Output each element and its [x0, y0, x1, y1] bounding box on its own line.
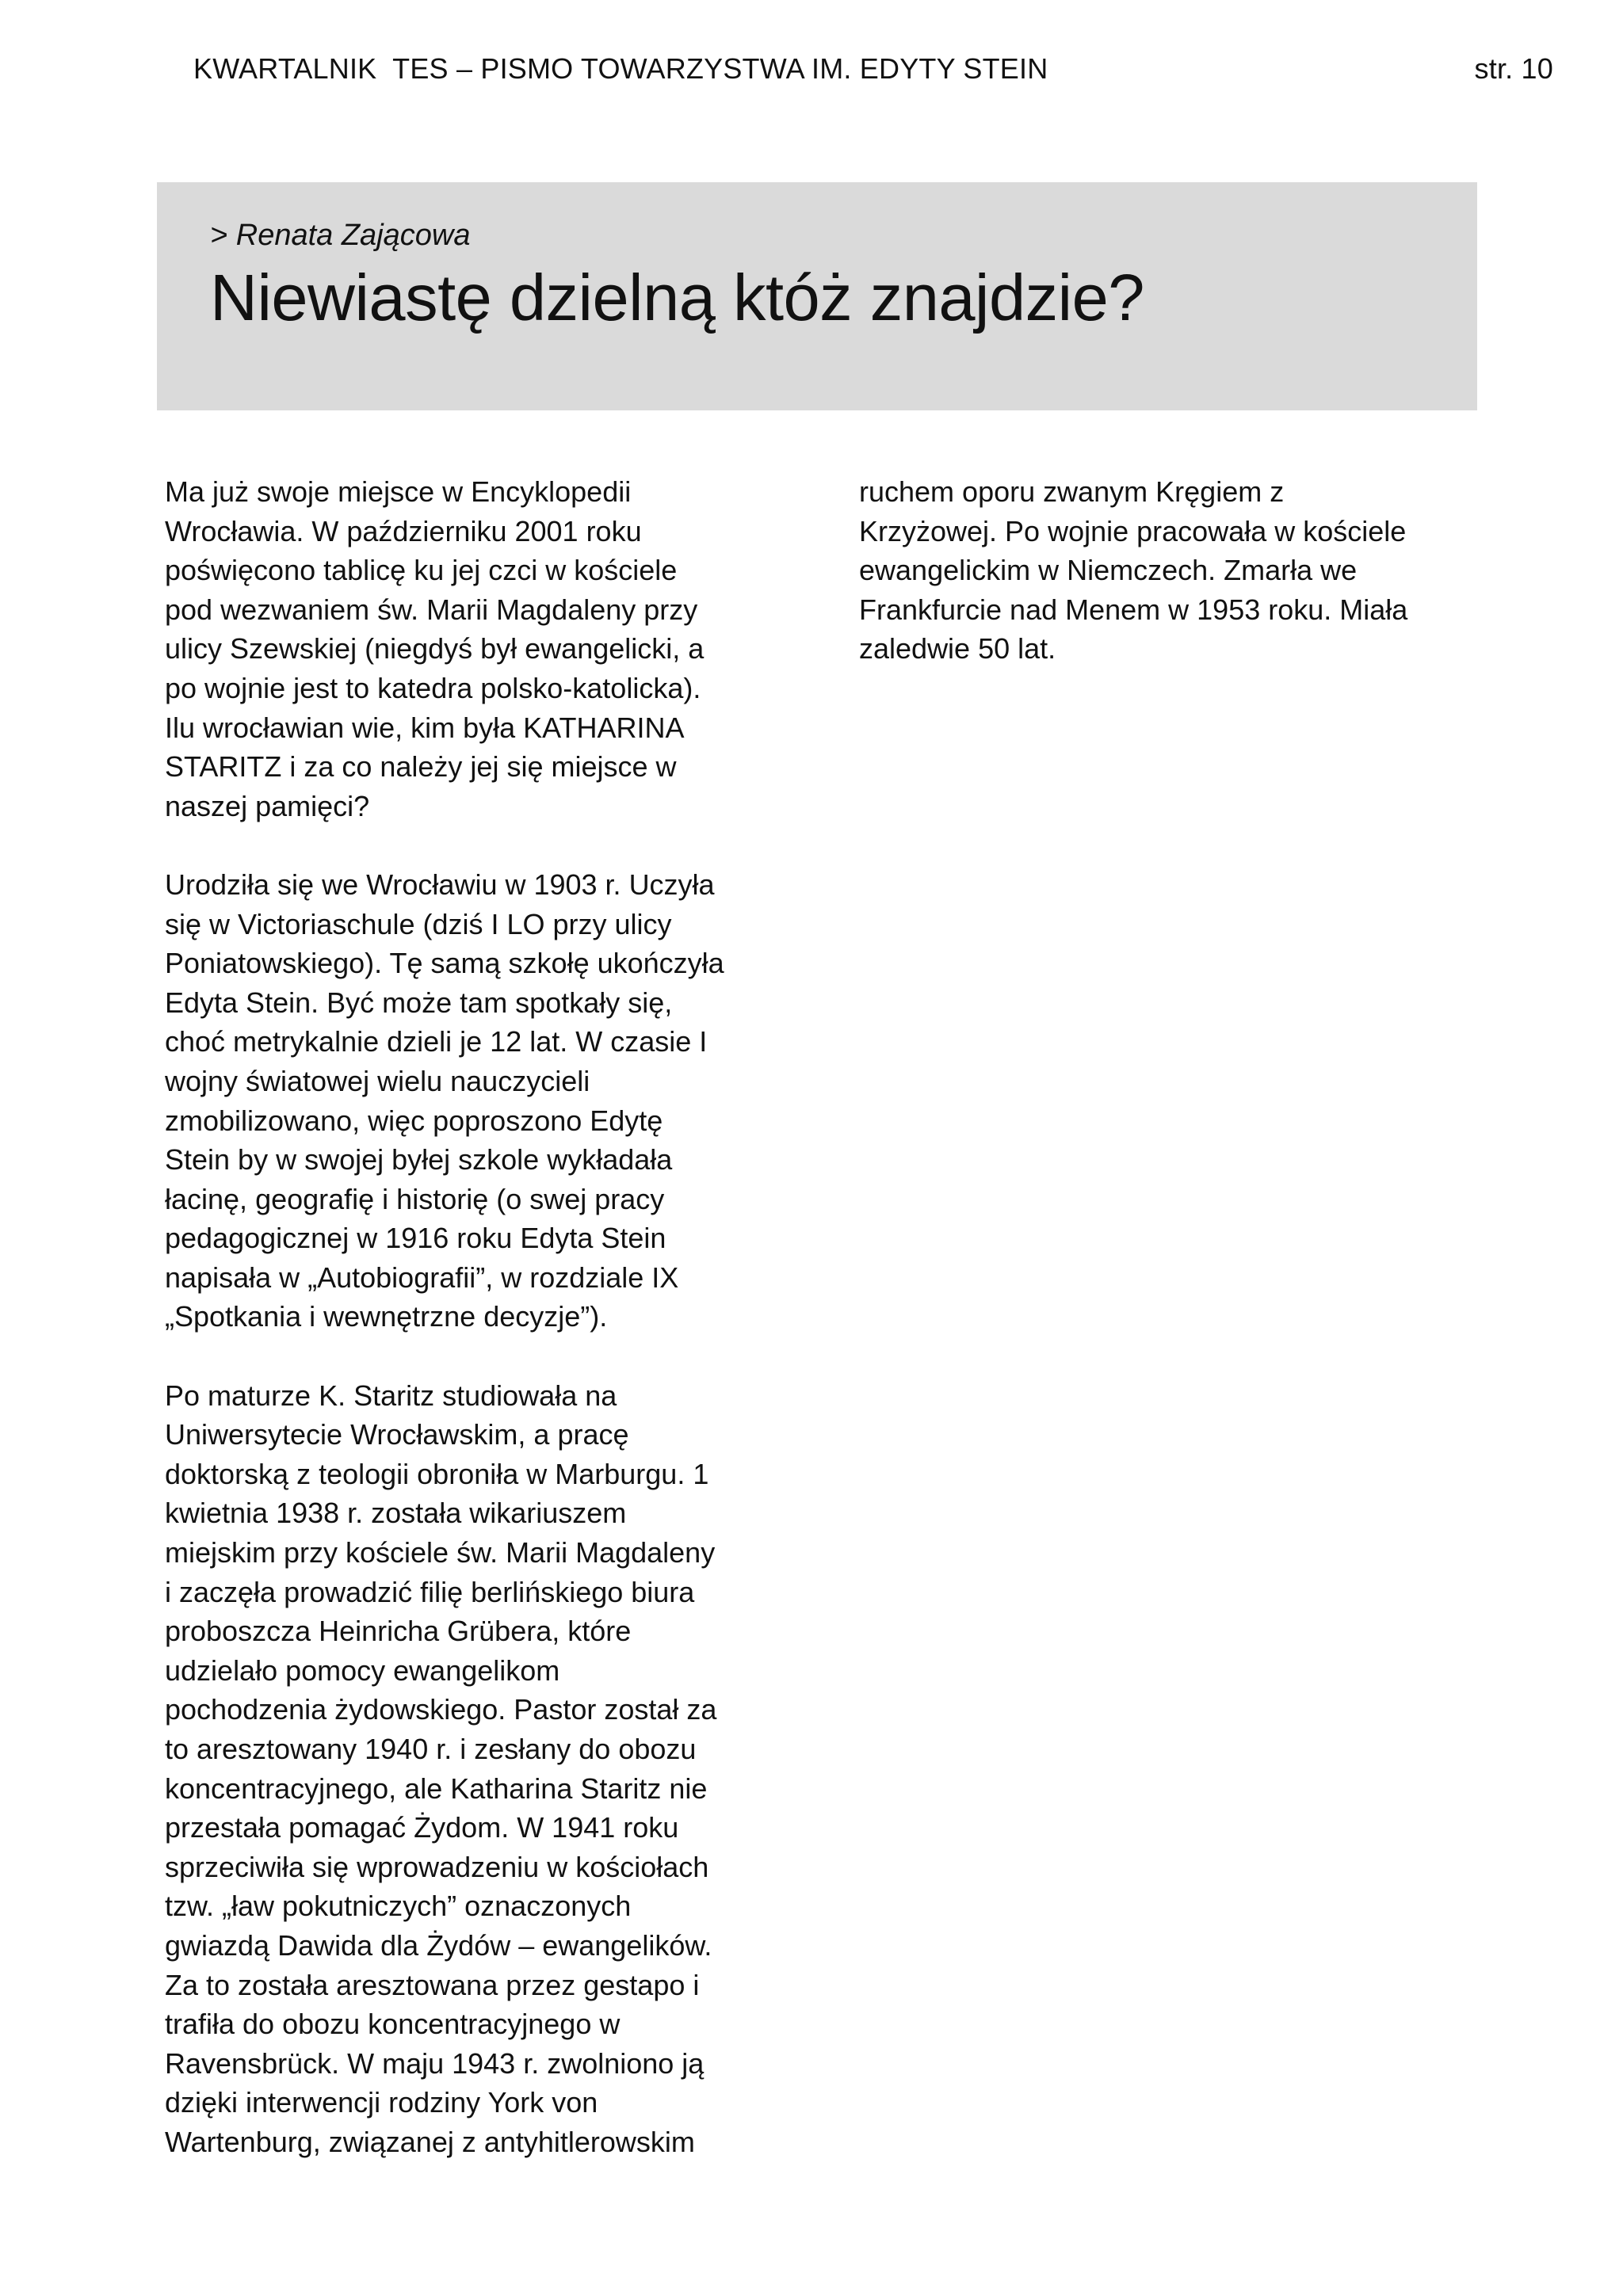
page-number: str. 10 [1474, 52, 1553, 85]
text-line: Wartenburg, związanej z antyhitlerowskim [165, 2125, 695, 2158]
text-line: ruchem oporu zwanym Kręgiem z [859, 475, 1285, 508]
right-text-column [859, 472, 1477, 708]
text-line: Wrocławia. W październiku 2001 roku [165, 514, 642, 547]
text-line: Frankfurcie nad Menem w 1953 roku. Miała [859, 593, 1408, 626]
text-line: tzw. „ław pokutniczych” oznaczonych [165, 1890, 632, 1923]
text-line: STARITZ i za co należy jej się miejsce w [165, 750, 677, 784]
text-line: Edyta Stein. Być może tam spotkały się, [165, 986, 673, 1019]
text-line: i zaczęła prowadzić filię berlińskiego biura [165, 1575, 695, 1608]
text-line: Za to została aresztowana przez gestapo i [165, 1968, 700, 2001]
text-line: po wojnie jest to katedra polsko-katolicka). [165, 671, 701, 704]
running-header [193, 49, 1553, 89]
text-line: napisała w „Autobiografii”, w rozdziale IX [165, 1261, 679, 1294]
text-line: sprzeciwiła się wprowadzeniu w kościołach [165, 1850, 709, 1883]
article-title-box [157, 182, 1477, 410]
text-line: Po maturze K. Staritz studiowała na [165, 1379, 617, 1412]
paragraph [165, 472, 767, 826]
text-line: dzięki interwencji rodziny York von [165, 2086, 598, 2119]
text-line: ulicy Szewskiej (niegdyś był ewangelicki, a [165, 632, 705, 666]
text-line: choć metrykalnie dzieli je 12 lat. W czasie I [165, 1025, 708, 1058]
text-line: Uniwersytecie Wrocławskim, a pracę [165, 1418, 629, 1451]
text-line: łacinę, geografię i historię (o swej pracy [165, 1182, 665, 1215]
paragraph [165, 1376, 767, 2162]
text-line: wojny światowej wielu nauczycieli [165, 1064, 590, 1097]
text-line: trafiła do obozu koncentracyjnego w [165, 2008, 621, 2041]
text-line: zaledwie 50 lat. [859, 632, 1056, 666]
left-text-column [165, 472, 767, 2201]
text-line: koncentracyjnego, ale Katharina Staritz nie [165, 1772, 708, 1805]
text-line: gwiazdą Dawida dla Żydów – ewangelików. [165, 1928, 712, 1962]
text-line: proboszcza Heinricha Grübera, które [165, 1615, 632, 1648]
text-line: się w Victoriaschule (dziś I LO przy ulicy [165, 907, 672, 940]
text-line: „Spotkania i wewnętrzne decyzje”). [165, 1300, 608, 1333]
text-line: pochodzenia żydowskiego. Pastor został za [165, 1693, 717, 1726]
text-line: Stein by w swojej byłej szkole wykładała [165, 1143, 673, 1177]
text-line: doktorską z teologii obroniła w Marburgu. 1 [165, 1457, 709, 1490]
text-line: Ma już swoje miejsce w Encyklopedii [165, 475, 632, 508]
text-line: poświęcono tablicę ku jej czci w kościele [165, 554, 678, 587]
article-title: Niewiastę dzielną któż znajdzie? [210, 261, 1144, 334]
text-line: kwietnia 1938 r. została wikariuszem [165, 1497, 627, 1530]
text-line: Krzyżowej. Po wojnie pracowała w kościele [859, 514, 1407, 547]
text-line: miejskim przy kościele św. Marii Magdaleny [165, 1536, 716, 1569]
text-line: to aresztowany 1940 r. i zesłany do obozu [165, 1733, 697, 1765]
text-line: Ravensbrück. W maju 1943 r. zwolniono ją [165, 2046, 705, 2080]
text-line: przestała pomagać Żydom. W 1941 roku [165, 1811, 679, 1844]
text-line: pedagogicznej w 1916 roku Edyta Stein [165, 1222, 666, 1255]
journal-title: KWARTALNIK TES – PISMO TOWARZYSTWA IM. EDYTY STEIN [193, 52, 1048, 85]
text-line: Poniatowskiego). Tę samą szkołę ukończyła [165, 947, 724, 980]
text-line: udzielało pomocy ewangelikom [165, 1653, 560, 1687]
paragraph [859, 472, 1477, 669]
text-line: Ilu wrocławian wie, kim była KATHARINA [165, 711, 685, 744]
text-line: naszej pamięci? [165, 789, 370, 822]
text-line: Urodziła się we Wrocławiu w 1903 r. Uczyła [165, 868, 715, 901]
article-author: > Renata Zającowa [210, 219, 471, 252]
text-line: zmobilizowano, więc poproszono Edytę [165, 1104, 663, 1137]
text-line: ewangelickim w Niemczech. Zmarła we [859, 554, 1358, 587]
paragraph [165, 865, 767, 1337]
text-line: pod wezwaniem św. Marii Magdaleny przy [165, 593, 698, 626]
